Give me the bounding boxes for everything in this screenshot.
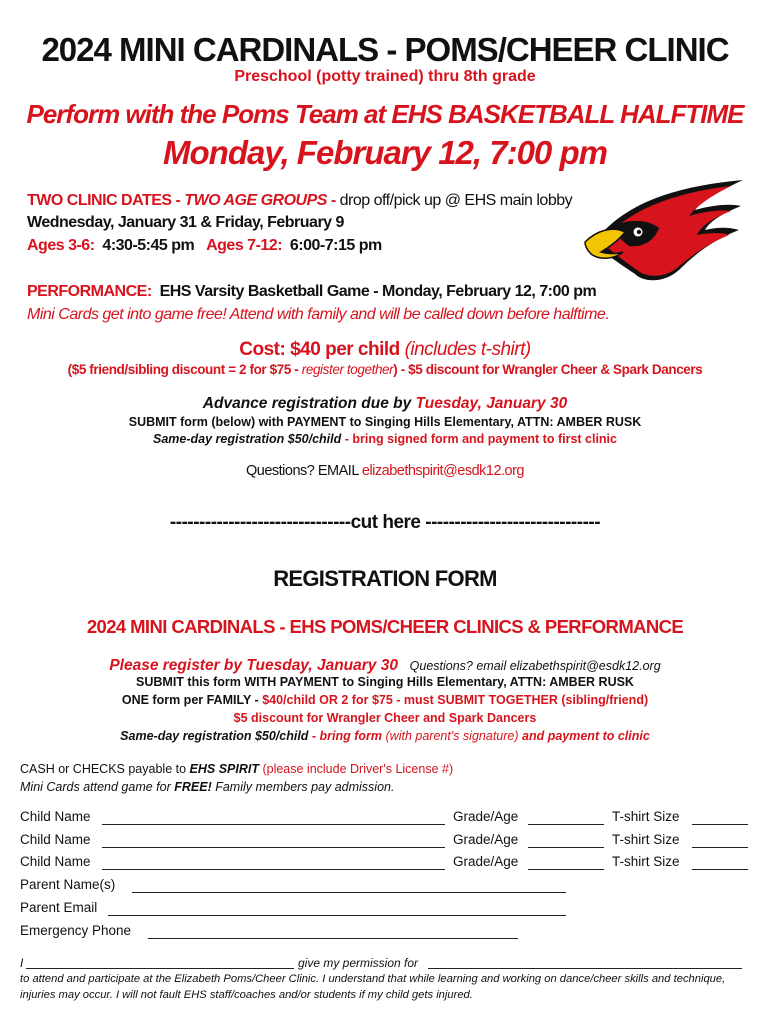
grade-age-field[interactable]: [528, 824, 604, 825]
grade-age-label: Grade/Age: [453, 809, 519, 824]
page-title: 2024 MINI CARDINALS - POMS/CHEER CLINIC: [41, 31, 729, 68]
parent-email-field[interactable]: [108, 915, 566, 916]
age1-time: 4:30-5:45 pm: [102, 237, 195, 254]
page-subtitle: Preschool (potty trained) thru 8th grade: [234, 68, 536, 85]
mini-cards-line: [20, 779, 394, 796]
cut-line: -------------------------------cut here ------------------------------: [169, 512, 601, 533]
performance-note: Mini Cards get into game free! Attend with family and will be called down before halftime.: [27, 306, 610, 323]
grade-age-field[interactable]: [528, 847, 604, 848]
form-submit-instructions: SUBMIT this form WITH PAYMENT to Singing Hills Elementary, ATTN: AMBER RUSK: [136, 675, 634, 689]
child-name-field[interactable]: [102, 824, 445, 825]
please-register-line: [0, 655, 770, 676]
permission-statement: to attend and participate at the Elizabeth Poms/Cheer Clinic. I understand that while learning and working on dance/cheer skills and technique, injuries may occur. I will not fault EHS staff/coaches and/or students if my child gets injured.: [20, 973, 726, 1001]
parent-name-label: Parent Name(s): [20, 877, 116, 892]
performance-label: PERFORMANCE:: [27, 283, 152, 300]
clinic-days: Wednesday, January 31 & Friday, February 9: [27, 214, 344, 231]
clinic-dates-line: [27, 190, 572, 212]
mini-free: FREE!: [174, 780, 212, 794]
clinic-dates-label: TWO CLINIC DATES -: [27, 192, 185, 209]
discount-line: [0, 361, 770, 379]
please-register: Please register by Tuesday, January 30: [109, 657, 398, 674]
submit-instructions: SUBMIT form (below) with PAYMENT to Singing Hills Elementary, ATTN: AMBER RUSK: [128, 415, 642, 429]
form-questions: Questions? email elizabethspirit@esdk12.org: [409, 659, 661, 673]
parent-email-label: Parent Email: [20, 900, 98, 915]
grade-age-label: Grade/Age: [453, 854, 519, 869]
cost-line: [0, 339, 770, 361]
emergency-phone-label: Emergency Phone: [20, 923, 132, 938]
cash-a: CASH or CHECKS payable to: [20, 762, 190, 776]
child-name-label: Child Name: [20, 854, 91, 869]
tshirt-size-label: T-shirt Size: [612, 854, 680, 869]
child-name-field[interactable]: [102, 847, 445, 848]
tshirt-size-label: T-shirt Size: [612, 809, 680, 824]
discount-c: ) -: [393, 362, 409, 377]
tshirt-size-field[interactable]: [692, 869, 748, 870]
form-same-day-d: and payment to clinic: [518, 729, 650, 743]
cost-label: Cost: $40 per child: [239, 339, 400, 360]
discount-wrangler: $5 discount for Wrangler Cheer & Spark Dancers: [408, 362, 703, 377]
performance-detail: EHS Varsity Basketball Game - Monday, February 12, 7:00 pm: [159, 283, 597, 300]
one-form-price: $40/child OR 2 for $75 - must SUBMIT TOGETHER (sibling/friend): [262, 693, 649, 707]
parent-signature-field[interactable]: [26, 968, 294, 969]
child-name-field[interactable]: [102, 869, 445, 870]
cost-includes: (includes t-shirt): [404, 339, 531, 360]
tshirt-size-field[interactable]: [692, 824, 748, 825]
form-same-day-b: - bring form: [308, 729, 386, 743]
perform-headline: Perform with the Poms Team at EHS BASKETBALL HALFTIME: [26, 99, 744, 129]
age2-time: 6:00-7:15 pm: [289, 237, 382, 254]
advance-date: Tuesday, January 30: [415, 395, 568, 412]
same-day-note: [0, 431, 770, 448]
age-groups-label: TWO AGE GROUPS -: [184, 192, 340, 209]
age1-label: Ages 3-6:: [27, 237, 95, 254]
tshirt-size-field[interactable]: [692, 847, 748, 848]
age-times-line: [27, 235, 382, 257]
age2-label: Ages 7-12:: [206, 237, 283, 254]
cash-line: [20, 761, 453, 778]
parent-name-field[interactable]: [132, 892, 566, 893]
advance-registration: [0, 394, 770, 414]
child-permission-name-field[interactable]: [428, 968, 742, 969]
performance-date: Monday, February 12, 7:00 pm: [163, 134, 607, 171]
form-subtitle: 2024 MINI CARDINALS - EHS POMS/CHEER CLINICS & PERFORMANCE: [86, 616, 684, 637]
mini-a: Mini Cards attend game for: [20, 780, 175, 794]
contact-email-link[interactable]: elizabethspirit@esdk12.org: [361, 463, 524, 479]
permission-give: give my permission for: [298, 956, 419, 970]
cardinal-head-icon: [583, 180, 745, 284]
same-day-detail: - bring signed form and payment to first clinic: [341, 432, 617, 446]
form-same-day: [0, 728, 770, 745]
discount-a: ($5 friend/sibling discount = 2 for $75 -: [67, 362, 302, 377]
grade-age-label: Grade/Age: [453, 832, 519, 847]
advance-label: Advance registration due by: [202, 395, 416, 412]
same-day-label: Same-day registration $50/child: [153, 432, 342, 446]
form-same-day-c: (with parent's signature): [385, 729, 519, 743]
form-same-day-label: Same-day registration $50/child: [120, 729, 309, 743]
child-name-label: Child Name: [20, 809, 91, 824]
cash-license: (please include Driver's License #): [258, 762, 454, 776]
mini-c: Family members pay admission.: [211, 780, 395, 794]
form-title: REGISTRATION FORM: [273, 566, 497, 591]
grade-age-field[interactable]: [528, 869, 604, 870]
cash-payee: EHS SPIRIT: [189, 762, 259, 776]
emergency-phone-field[interactable]: [148, 938, 518, 939]
form-discount: $5 discount for Wrangler Cheer and Spark Dancers: [233, 711, 537, 725]
tshirt-size-label: T-shirt Size: [612, 832, 680, 847]
one-form-line: [0, 692, 770, 709]
questions-label: Questions? EMAIL: [245, 463, 362, 479]
discount-register: register together: [301, 362, 394, 377]
permission-i: I: [20, 956, 24, 970]
performance-line: [27, 281, 596, 303]
dropoff-text: drop off/pick up @ EHS main lobby: [339, 192, 573, 209]
one-form-label: ONE form per FAMILY -: [121, 693, 263, 707]
questions-line: [0, 461, 770, 481]
child-name-label: Child Name: [20, 832, 91, 847]
